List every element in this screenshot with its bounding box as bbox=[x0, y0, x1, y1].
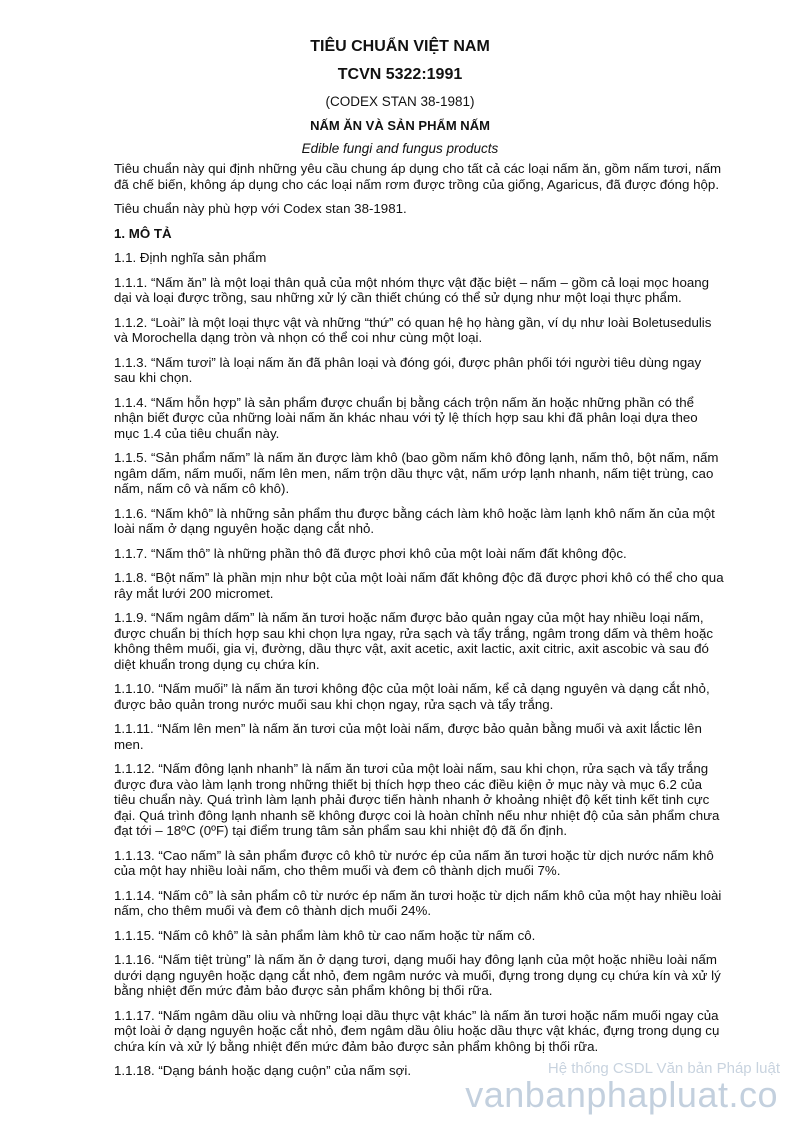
paragraph: 1.1.2. “Loài” là một loại thực vật và những “thứ” có quan hệ họ hàng gần, ví dụ như loài Boletusedulis và Morochella dạng tròn và nhọn có thể coi như cùng một loại. bbox=[114, 314, 712, 345]
paragraph: Tiêu chuẩn này qui định những yêu cầu chung áp dụng cho tất cả các loại nấm ăn, gồm nấm tươi, nấm đã chế biến, không áp dụng cho các loại nấm rơm được trồng của giống, Agaricus, đã được đóng hộp. bbox=[114, 161, 722, 192]
document-title: NẤM ĂN VÀ SẢN PHẨM NẤM bbox=[310, 118, 490, 133]
paragraph: 1.1. Định nghĩa sản phẩm bbox=[114, 250, 267, 265]
english-title: Edible fungi and fungus products bbox=[301, 141, 499, 156]
paragraph: 1.1.9. “Nấm ngâm dấm” là nấm ăn tươi hoặc nấm được bảo quản ngay của một hay nhiều loại nấm, được chuẩn bị thích hợp sau khi chọn lựa ngay, rửa sạch và tẩy trắng, ngâm trong dấm và thêm hoặc không thêm muối, gia vị, đường, dầu thực vật, axit acetic, axit lactic, axit citric, axit ascobic và sau đó diệt khuẩn trong dụng cụ chứa kín. bbox=[114, 610, 713, 672]
paragraph: 1.1.13. “Cao nấm” là sản phẩm được cô khô từ nước ép của nấm ăn tươi hoặc từ dịch nước nấm khô của một hay nhiều loài nấm, cho thêm muối và đem cô thành dịch muối 7%. bbox=[114, 847, 714, 878]
standard-country-heading: TIÊU CHUẨN VIỆT NAM bbox=[310, 38, 490, 55]
paragraph: 1.1.10. “Nấm muối” là nấm ăn tươi không độc của một loài nấm, kể cả dạng nguyên và dạng cắt nhỏ, được bảo quản trong nước muối sau khi chọn ngay, rửa sạch và tẩy trắng. bbox=[114, 681, 710, 712]
paragraph: 1.1.11. “Nấm lên men” là nấm ăn tươi của một loài nấm, được bảo quản bằng muối và axit lắctic lên men. bbox=[114, 721, 702, 752]
paragraph: 1.1.17. “Nấm ngâm dầu oliu và những loại dầu thực vật khác” là nấm ăn tươi hoặc nấm muối ngay của một loài ở dạng nguyên hoặc cắt nhỏ, đem ngâm dầu ôliu hoặc dầu thực vật khác, đựng trong dụng cụ chứa kín và xử lý bằng nhiệt đến mức đảm bảo được sản phẩm không bị thối rữa. bbox=[114, 1007, 720, 1054]
watermark-site: vanbanphapluat.co bbox=[465, 1074, 778, 1115]
document-body bbox=[114, 161, 726, 1088]
paragraph: 1.1.12. “Nấm đông lạnh nhanh” là nấm ăn tươi của một loài nấm, sau khi chọn, rửa sạch và tẩy trắng được đưa vào làm lạnh trong những thiết bị thích hợp theo các điều kiện ở mục này và mục 6.2 của tiêu chuẩn này. Quá trình làm lạnh phải được tiến hành nhanh ở khoảng nhiệt độ kết tinh kết tinh cực đại. Quá trình đông lạnh nhanh sẽ không được coi là hoàn chỉnh nếu như nhiệt độ của sản phẩm chưa đạt tới – 18ºC (0ºF) tại điểm trung tâm sản phẩm sau khi nhiệt độ đã ổn định. bbox=[114, 761, 720, 838]
paragraph: 1.1.5. “Sản phẩm nấm” là nấm ăn được làm khô (bao gồm nấm khô đông lạnh, nấm thô, bột nấm, nấm ngâm dấm, nấm muối, nấm lên men, nấm trộn dầu thực vật, nấm ướp lạnh nhanh, nấm tiệt trùng, cao nấm, nấm cô và nấm cô khô). bbox=[114, 450, 719, 496]
paragraph: 1.1.18. “Dạng bánh hoặc dạng cuộn” của nấm sợi. bbox=[114, 1063, 412, 1078]
section-heading: 1. MÔ TẢ bbox=[114, 225, 172, 241]
codex-reference: (CODEX STAN 38-1981) bbox=[325, 94, 475, 109]
paragraph: 1.1.14. “Nấm cô” là sản phẩm cô từ nước ép nấm ăn tươi hoặc từ dịch nấm khô của một hay nhiều loài nấm, cho thêm muối và đem cô thành dịch muối 24%. bbox=[114, 887, 722, 918]
paragraph: 1.1.16. “Nấm tiệt trùng” là nấm ăn ở dạng tươi, dạng muối hay đông lạnh của một hoặc nhiều loài nấm dưới dạng nguyên hoặc dạng cắt nhỏ, đem ngâm nước và muối, đựng trong dụng cụ chứa kín và xử lý bằng nhiệt đến mức đảm bảo được sản phẩm không bị thối rữa. bbox=[114, 952, 721, 998]
watermark-caption: Hệ thống CSDL Văn bản Pháp luật bbox=[547, 1060, 780, 1077]
paragraph: Tiêu chuẩn này phù hợp với Codex stan 38-1981. bbox=[114, 201, 407, 216]
paragraph: 1.1.15. “Nấm cô khô” là sản phẩm làm khô từ cao nấm hoặc từ nấm cô. bbox=[114, 927, 536, 943]
paragraph: 1.1.7. “Nấm thô” là những phần thô đã được phơi khô của một loài nấm đất không độc. bbox=[114, 545, 627, 561]
paragraph: 1.1.3. “Nấm tươi” là loại nấm ăn đã phân loại và đóng gói, được phân phối tới người tiêu dùng ngay sau khi chọn. bbox=[114, 354, 702, 385]
paragraph: 1.1.4. “Nấm hỗn hợp” là sản phẩm được chuẩn bị bằng cách trộn nấm ăn hoặc những phần có thể nhận biết được của những loài nấm ăn khác nhau với tỷ lệ thích hợp sau khi đã phân loại dựa theo mục 1.4 của tiêu chuẩn này. bbox=[114, 394, 698, 441]
paragraph: 1.1.8. “Bột nấm” là phần mịn như bột của một loài nấm đất không độc đã được phơi khô có thể cho qua rây mắt lưới 200 micromet. bbox=[114, 570, 724, 601]
paragraph: 1.1.1. “Nấm ăn” là một loại thân quả của một nhóm thực vật đặc biệt – nấm – gồm cả loại mọc hoang dại và loại được trồng, sau những xử lý cần thiết chúng có thể sử dụng như một loại thực phẩm. bbox=[114, 274, 710, 305]
standard-number: TCVN 5322:1991 bbox=[337, 66, 463, 83]
paragraph: 1.1.6. “Nấm khô” là những sản phẩm thu được bằng cách làm khô hoặc làm lạnh khô nấm ăn của một loài nấm ở dạng nguyên hoặc dạng cắt nhỏ. bbox=[114, 505, 715, 536]
